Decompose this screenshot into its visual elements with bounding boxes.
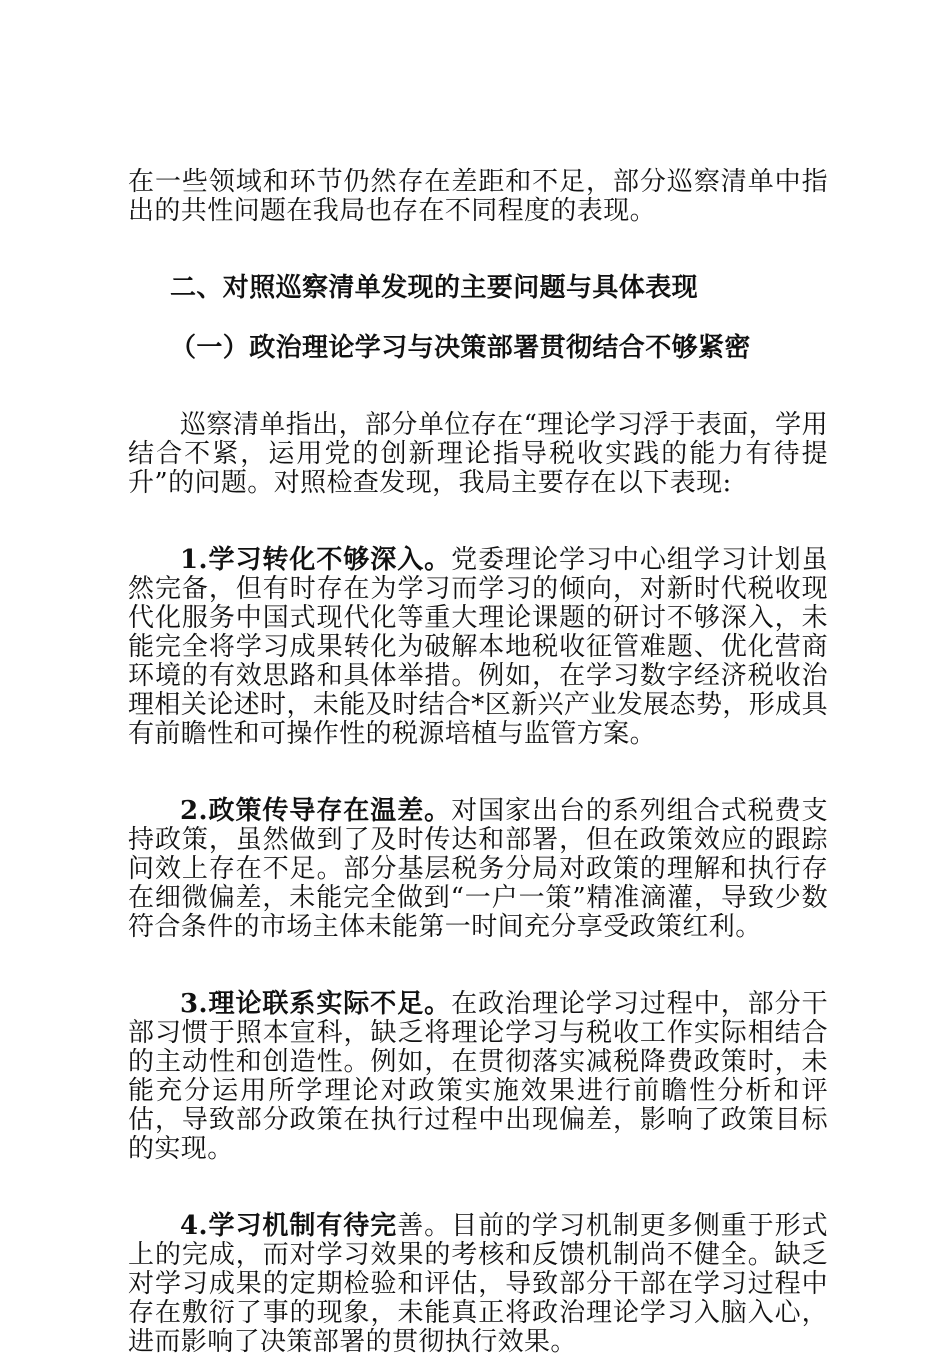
item-body: 党委理论学习中心组学习计划虽然完备，但有时存在为学习而学习的倾向，对新时代税收现代化服务中国式现代化等重大理论课题的研讨不够深入，未能完全将学习成果转化为破解本地税收征管难题、优化营商环境的有效思路和具体举措。例如，在学习数字经济税收治理相关论述时，未能及时结合*区新兴产业发展态势，形成具有前瞻性和可操作性的税源培植与监管方案。 <box>128 545 829 749</box>
opening-paragraph: 巡察清单指出，部分单位存在“理论学习浮于表面，学用结合不紧，运用党的创新理论指导税收实践的能力有待提升”的问题。对照检查发现，我局主要存在以下表现: <box>128 410 828 498</box>
item-lead: 3.理论联系实际不足。 <box>180 989 452 1019</box>
document-body <box>128 168 828 1357</box>
subsection-heading: （一）政治理论学习与决策部署贯彻结合不够紧密 <box>170 333 751 363</box>
list-item <box>128 990 828 1164</box>
intro-paragraph: 在一些领域和环节仍然存在差距和不足，部分巡察清单中指出的共性问题在我局也存在不同程度的表现。 <box>128 167 828 226</box>
section-heading: 二、对照巡察清单发现的主要问题与具体表现 <box>170 273 699 303</box>
item-lead: 2.政策传导存在温差。 <box>180 796 452 826</box>
item-lead: 1.学习转化不够深入。 <box>180 545 452 575</box>
list-item <box>128 546 828 749</box>
item-body: 对国家出台的系列组合式税费支持政策，虽然做到了及时传达和部署，但在政策效应的跟踪问效上存在不足。部分基层税务分局对政策的理解和执行存在细微偏差，未能完全做到“一户一策”精准滴灌，导致少数符合条件的市场主体未能第一时间充分享受政策红利。 <box>128 796 829 942</box>
list-item <box>128 1212 828 1357</box>
list-item <box>128 797 828 942</box>
item-body: 善。目前的学习机制更多侧重于形式上的完成，而对学习效果的考核和反馈机制尚不健全。缺乏对学习成果的定期检验和评估，导致部分干部在学习过程中存在敷衍了事的现象，未能真正将政治理论学习入脑入心，进而影响了决策部署的贯彻执行效果。 <box>128 1211 828 1357</box>
item-body: 在政治理论学习过程中，部分干部习惯于照本宣科，缺乏将理论学习与税收工作实际相结合的主动性和创造性。例如，在贯彻落实减税降费政策时，未能充分运用所学理论对政策实施效果进行前瞻性分析和评估，导致部分政策在执行过程中出现偏差，影响了政策目标的实现。 <box>128 989 829 1164</box>
item-lead: 4.学习机制有待完 <box>180 1211 398 1241</box>
